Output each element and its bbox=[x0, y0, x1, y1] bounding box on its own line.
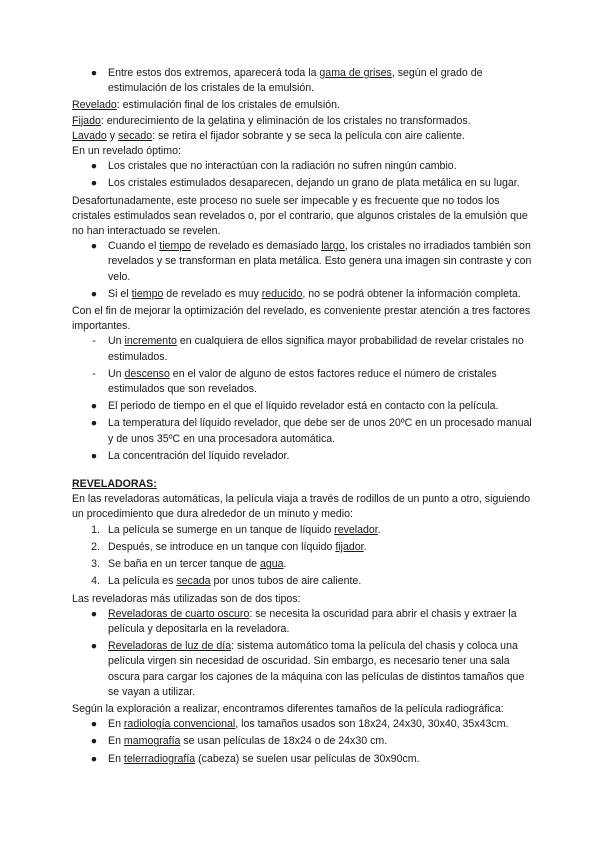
dash-marker: - bbox=[92, 367, 96, 380]
list-item: - Un descenso en el valor de alguno de estos factores reduce el número de cristales estimulados que son revelados. bbox=[72, 367, 532, 397]
bullet-icon: ● bbox=[90, 718, 98, 731]
list-item: ● En telerradiografía (cabeza) se suelen usar películas de 30x90cm. bbox=[72, 752, 532, 767]
list-item: ● Reveladoras de luz de día: sistema automático toma la película del chasis y coloca una película virgen sin necesidad de oscuridad. Sin embargo, es necesario tener una sala oscura para cargar los cajones de la máquina con las películas de distintos tamaños que se vayan a utilizar. bbox=[72, 639, 532, 700]
document-page bbox=[72, 66, 532, 769]
bullet-icon: ● bbox=[90, 607, 98, 620]
bullet-icon: ● bbox=[90, 160, 98, 173]
paragraph: Con el fin de mejorar la optimización del revelado, es conveniente prestar atención a tres factores importantes. bbox=[72, 305, 531, 333]
list-item: ● Los cristales que no interactúan con la radiación no sufren ningún cambio. bbox=[72, 159, 532, 174]
numbered-item: 2. Después, se introduce en un tanque con líquido fijador. bbox=[91, 540, 367, 553]
dash-marker: - bbox=[92, 335, 96, 348]
list-item: ● La concentración del líquido revelador. bbox=[72, 449, 532, 464]
list-item: - Un incremento en cualquiera de ellos significa mayor probabilidad de revelar cristales no estimulados. bbox=[72, 334, 532, 364]
list-item: ● Entre estos dos extremos, aparecerá toda la gama de grises, según el grado de estimulación de los cristales de la emulsión. bbox=[72, 66, 532, 96]
list-item: ● En radiología convencional, los tamaños usados son 18x24, 24x30, 30x40, 35x43cm. bbox=[72, 717, 532, 732]
bullet-icon: ● bbox=[90, 240, 98, 253]
bullet-icon: ● bbox=[90, 177, 98, 190]
paragraph: Según la exploración a realizar, encontramos diferentes tamaños de la película radiográfica: bbox=[72, 702, 504, 715]
list-item: ● Los cristales estimulados desaparecen, dejando un grano de plata metálica en su lugar. bbox=[72, 176, 532, 191]
paragraph: Desafortunadamente, este proceso no suele ser impecable y es frecuente que no todos los cristales estimulados sean revelados o, por el contrario, que algunos cristales de la emulsión que no han interactuado se revelen. bbox=[72, 194, 528, 238]
list-item: ● Cuando el tiempo de revelado es demasiado largo, los cristales no irradiados también son revelados y se transforman en plata metálica. Esto genera una imagen sin contraste y con velo. bbox=[72, 239, 532, 285]
bullet-icon: ● bbox=[90, 287, 98, 300]
list-item: ● Reveladoras de cuarto oscuro: se necesita la oscuridad para abrir el chasis y extraer la película y depositarla en la reveladora. bbox=[72, 607, 532, 637]
section-title: REVELADORAS: bbox=[72, 478, 157, 491]
paragraph: Las reveladoras más utilizadas son de dos tipos: bbox=[72, 592, 301, 605]
bullet-icon: ● bbox=[90, 449, 98, 462]
list-item: ● En mamografía se usan películas de 18x24 o de 24x30 cm. bbox=[72, 734, 532, 749]
bullet-icon: ● bbox=[90, 752, 98, 765]
bullet-icon: ● bbox=[90, 417, 98, 430]
definition-fijado: Fijado: endurecimiento de la gelatina y eliminación de los cristales no transformados. bbox=[72, 114, 471, 127]
paragraph: En las reveladoras automáticas, la película viaja a través de rodillos de un punto a otro, siguiendo un procedimiento que dura alrededor de un minuto y medio: bbox=[72, 493, 531, 521]
numbered-item: 4. La película es secada por unos tubos de aire caliente. bbox=[91, 575, 362, 588]
paragraph: En un revelado óptimo: bbox=[72, 145, 181, 158]
bullet-icon: ● bbox=[90, 735, 98, 748]
list-item: ● Si el tiempo de revelado es muy reducido, no se podrá obtener la información completa. bbox=[72, 287, 532, 302]
bullet-icon: ● bbox=[90, 640, 98, 653]
numbered-item: 3. Se baña en un tercer tanque de agua. bbox=[91, 558, 287, 571]
bullet-icon: ● bbox=[90, 67, 98, 79]
list-item: ● El periodo de tiempo en el que el líquido revelador está en contacto con la película. bbox=[72, 399, 532, 414]
definition-lavado-secado: Lavado y secado: se retira el fijador sobrante y se seca la película con aire caliente. bbox=[72, 129, 465, 142]
numbered-item: 1. La película se sumerge en un tanque de líquido revelador. bbox=[91, 523, 381, 536]
list-item: ● La temperatura del líquido revelador, que debe ser de unos 20ºC en un procesado manual y de unos 35ºC en una procesadora automática. bbox=[72, 416, 532, 446]
definition-revelado: Revelado: estimulación final de los cristales de emulsión. bbox=[72, 99, 340, 112]
bullet-icon: ● bbox=[90, 400, 98, 413]
